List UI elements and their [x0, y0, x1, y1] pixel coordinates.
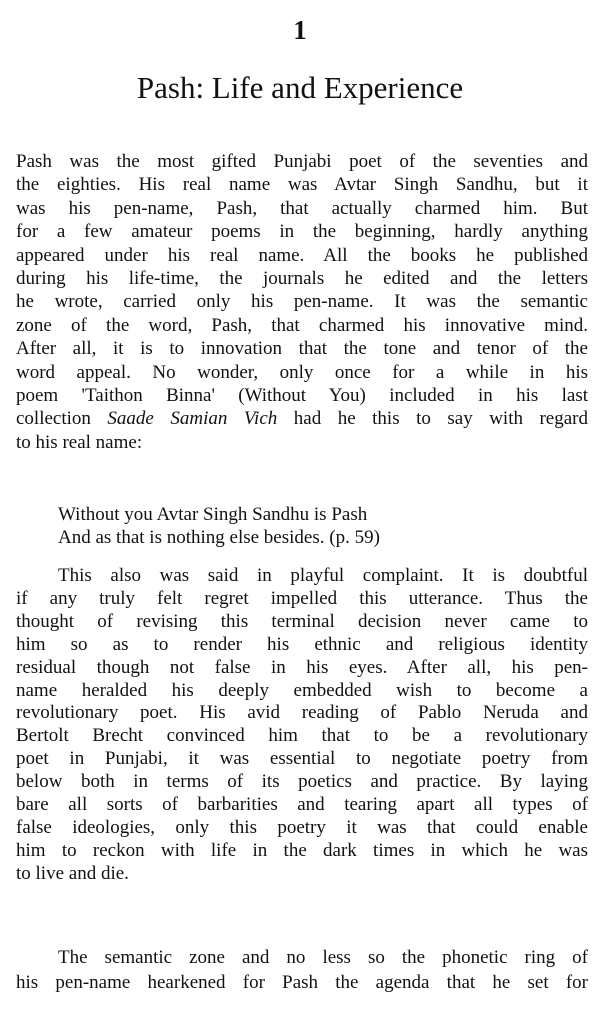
text-line: appeared under his real name. All the books he published	[16, 244, 588, 266]
text-line: was his pen-name, Pash, that actually charmed him. But	[16, 197, 588, 219]
text-line: revolutionary poet. His avid reading of Pablo Neruda and	[16, 702, 588, 724]
text-line: during his life-time, the journals he edited and the letters	[16, 268, 588, 290]
text-line: zone of the word, Pash, that charmed his innovative mind.	[16, 314, 588, 336]
quote-line: And as that is nothing else besides. (p. 59)	[58, 527, 380, 548]
text-line: poem 'Taithon Binna' (Without You) included in his last	[16, 385, 588, 407]
text-line: This also was said in playful complaint. It is doubtful	[58, 565, 588, 586]
text-line: thought of revising this terminal decision never came to	[16, 610, 588, 632]
paragraph-2	[16, 565, 588, 886]
text-line: residual though not false in his eyes. After all, his pen-	[16, 656, 588, 678]
text-line: his pen-name hearkened for Pash the agenda that he set for	[16, 972, 588, 993]
text-line: below both in terms of its poetics and practice. By laying	[16, 771, 588, 793]
text-line: The semantic zone and no less so the phonetic ring of	[58, 947, 588, 968]
text-line: if any truly felt regret impelled this utterance. Thus the	[16, 587, 588, 609]
text-line: him so as to render his ethnic and religious identity	[16, 633, 588, 655]
text-line: poet in Punjabi, it was essential to negotiate poetry from	[16, 748, 588, 770]
chapter-title: Pash: Life and Experience	[136, 70, 464, 105]
text-line-collection	[16, 407, 588, 430]
text-line: Pash was the most gifted Punjabi poet of the seventies and	[16, 151, 588, 172]
text-line: he wrote, carried only his pen-name. It was the semantic	[16, 291, 588, 313]
book-title-italic: Saade Samian Vich	[107, 408, 278, 430]
text-line: to live and die.	[16, 862, 129, 884]
text-line: false ideologies, only this poetry it was that could enable	[16, 816, 588, 838]
paragraph-1	[16, 150, 588, 454]
text-line: Bertolt Brecht convinced him that to be a revolutionary	[16, 725, 588, 747]
text-line: to his real name:	[16, 431, 143, 453]
text-line: the eighties. His real name was Avtar Singh Sandhu, but it	[16, 174, 588, 196]
text-fragment: collection	[16, 408, 108, 430]
text-line: bare all sorts of barbarities and tearing apart all types of	[16, 794, 588, 816]
quote-line: Without you Avtar Singh Sandhu is Pash	[58, 504, 368, 525]
text-fragment: had he this to say with regard	[277, 408, 588, 430]
text-line: name heralded his deeply embedded wish to become a	[16, 679, 588, 701]
block-quote	[58, 503, 380, 549]
text-line: word appeal. No wonder, only once for a while in his	[16, 361, 588, 383]
paragraph-3	[16, 945, 588, 995]
text-line: him to reckon with life in the dark times in which he was	[16, 839, 588, 861]
text-line: After all, it is to innovation that the tone and tenor of the	[16, 338, 588, 360]
text-line: for a few amateur poems in the beginning, hardly anything	[16, 221, 588, 243]
chapter-number: 1	[293, 15, 307, 45]
